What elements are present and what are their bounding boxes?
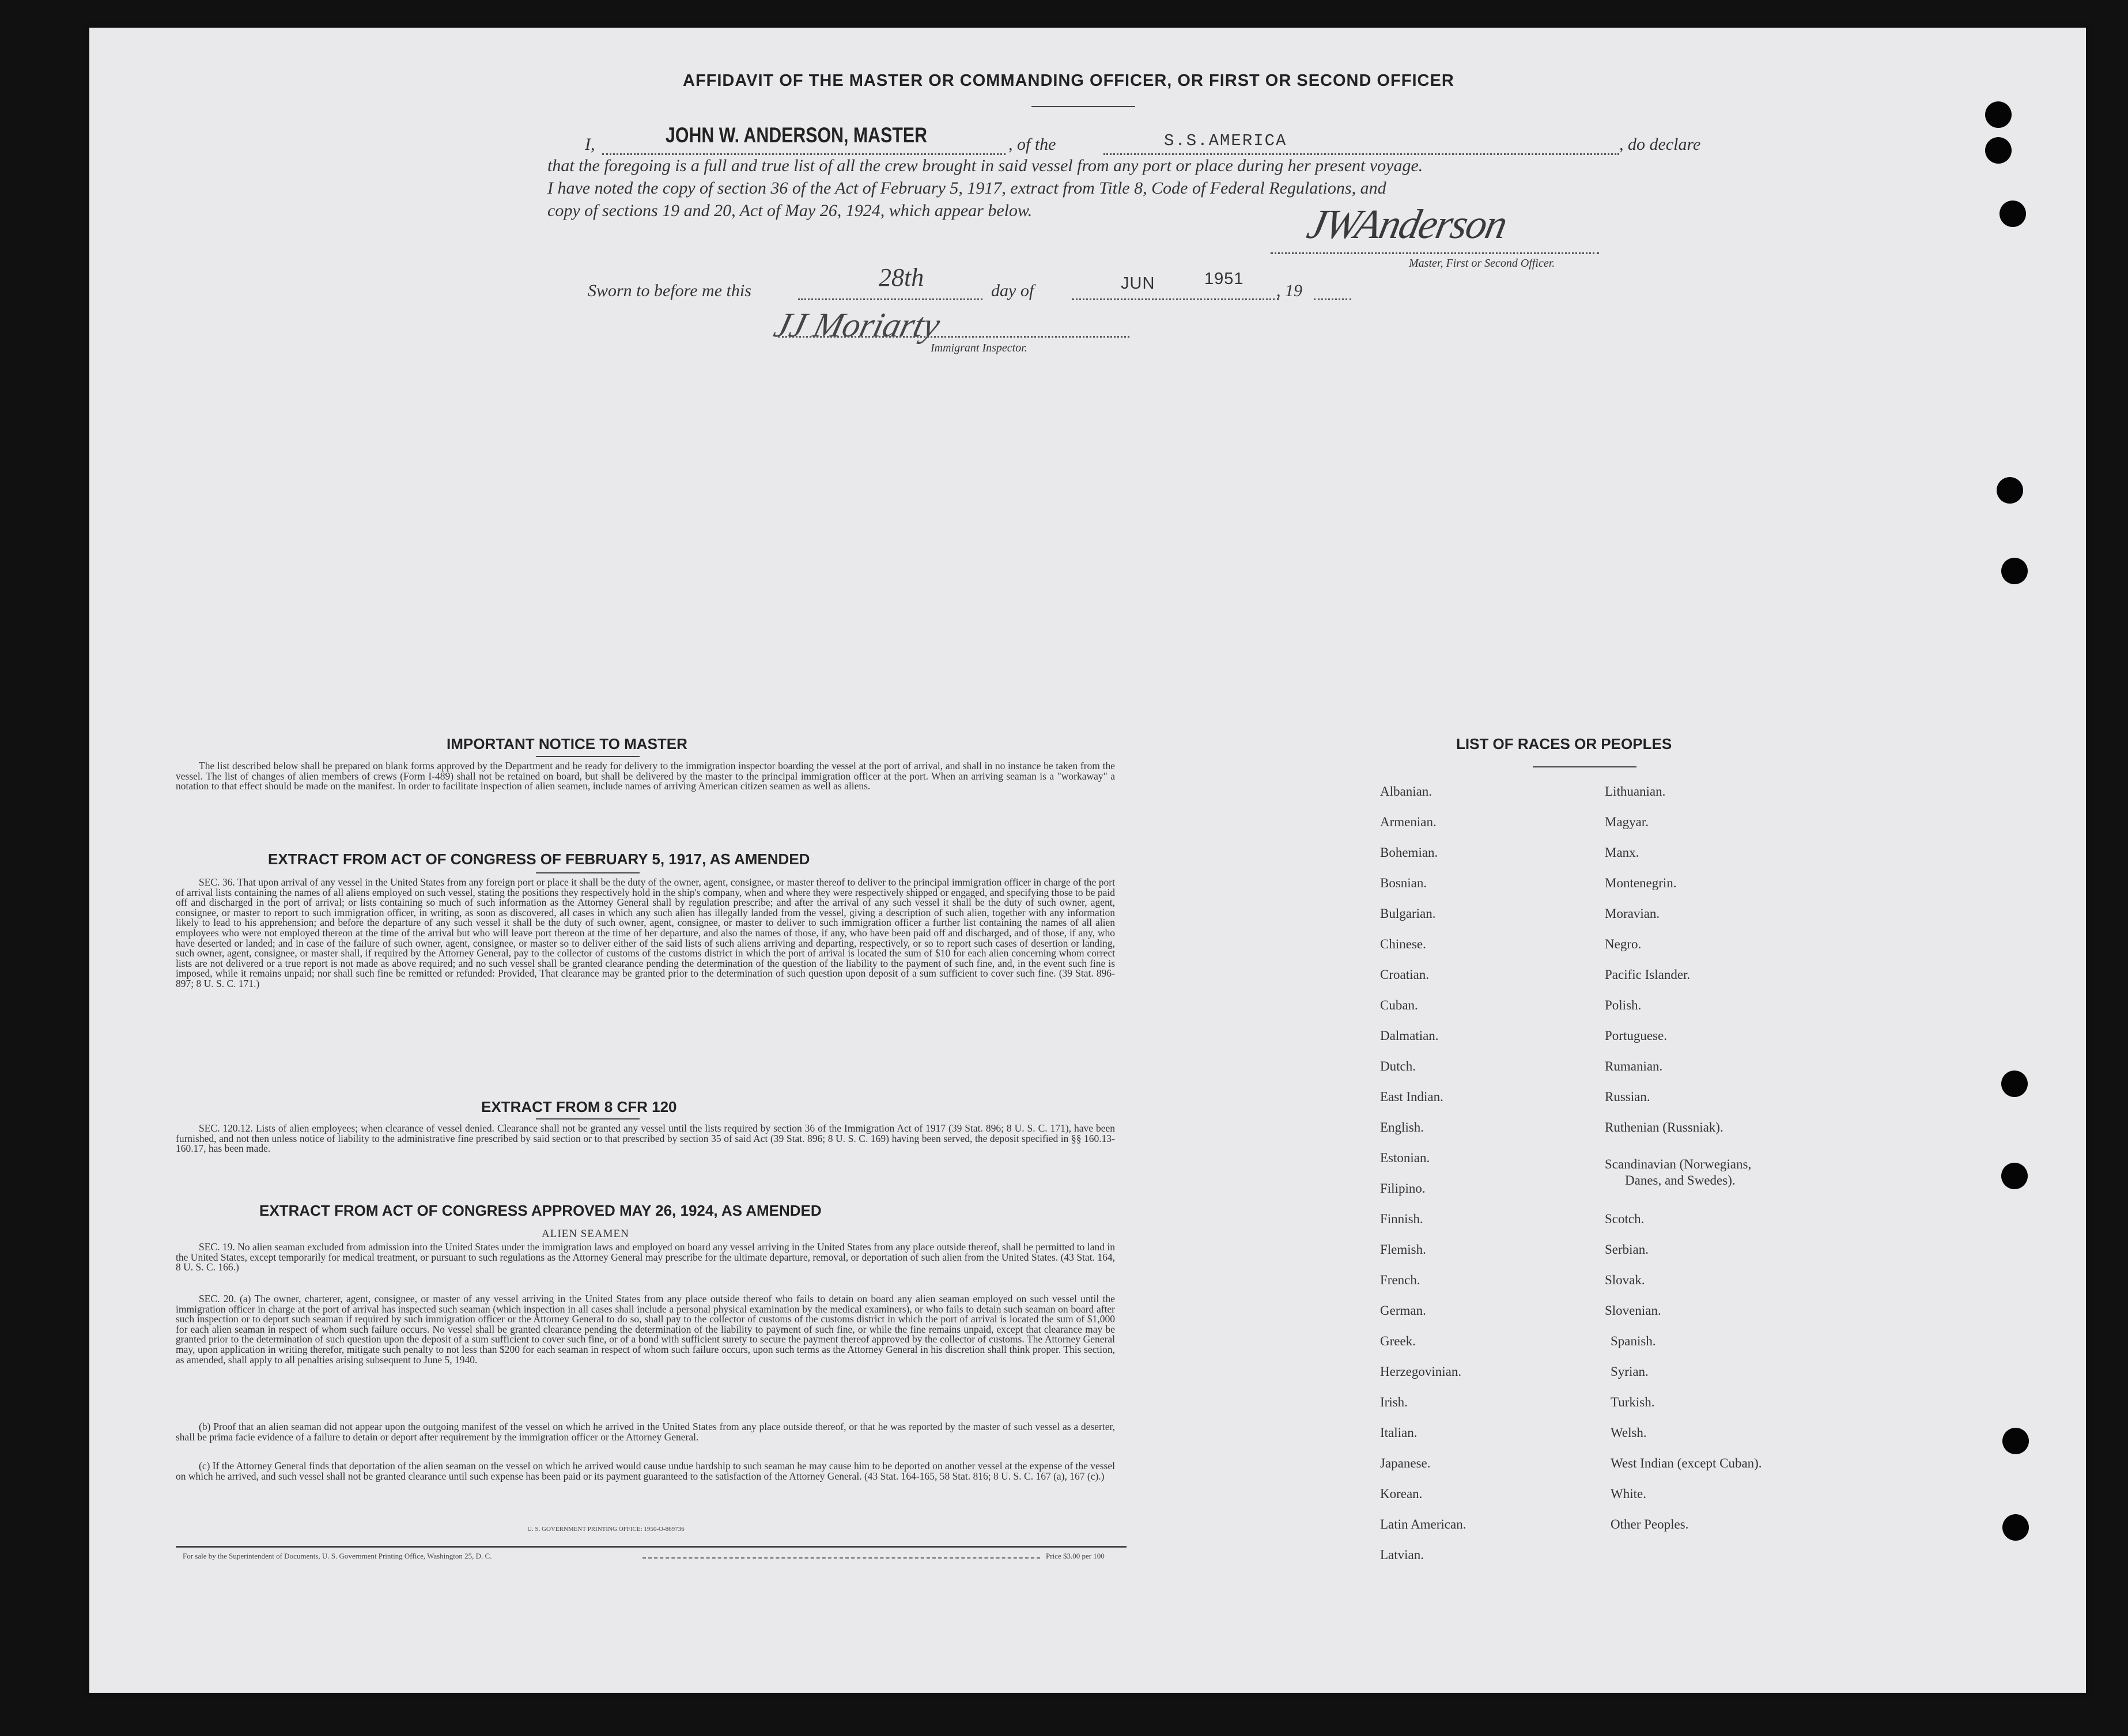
race-item: Flemish. xyxy=(1380,1242,1426,1257)
inspector-caption: Immigrant Inspector. xyxy=(931,342,1027,354)
race-item: Other Peoples. xyxy=(1611,1517,1689,1531)
race-item: Herzegovinian. xyxy=(1380,1364,1462,1379)
punch-hole xyxy=(1997,477,2023,504)
race-item: Serbian. xyxy=(1605,1242,1649,1257)
alien-seamen-subtitle: ALIEN SEAMEN xyxy=(542,1228,629,1240)
race-item: Magyar. xyxy=(1605,815,1649,829)
race-item: Armenian. xyxy=(1380,815,1437,829)
affidavit-line-2: that the foregoing is a full and true list of all the crew brought in said vessel from any port or place during her present voyage. xyxy=(547,156,1423,175)
year-stamp: 1951 xyxy=(1204,270,1244,288)
inspector-signature: JJ Moriarty xyxy=(770,306,944,344)
extract-cfr-title: EXTRACT FROM 8 CFR 120 xyxy=(481,1098,677,1115)
race-item: French. xyxy=(1380,1273,1420,1287)
extract-cfr-text: SEC. 120.12. Lists of alien employees; when clearance of vessel denied. Clearance shall not be granted any vessel until the lists required by section 36 of the Immigration Act of 1917 (39 Stat. 896; 8 U. S. C. 171), have been furnished, and not then unless notice of liability to the administrative fine prescribed by said section or to that prescribed by section 35 of said Act (39 Stat. 896; 8 U. S. C. 169) having been served, the deposit specified in §§ 160.13-160.17, has been made. xyxy=(176,1122,1115,1155)
race-item: Scotch. xyxy=(1605,1212,1645,1226)
race-item: Cuban. xyxy=(1380,998,1418,1012)
punch-hole xyxy=(2001,558,2028,584)
race-item: White. xyxy=(1611,1487,1646,1501)
race-item: Filipino. xyxy=(1380,1181,1426,1196)
race-item: East Indian. xyxy=(1380,1090,1443,1104)
extract-1917-text: SEC. 36. That upon arrival of any vessel in the United States from any foreign port or place it shall be the duty of the owner, agent, consignee, or master thereof to deliver to the principal immigration officer in charge of the port of arrival lists containing the names of all aliens employed on such vessel, stating the positions they respectively hold in the ship's company, when and where they were respectively shipped or engaged, and specifying those to be paid off and discharged in the port of arrival; or lists containing so much of such information as the Attorney General shall by regulation prescribe; and after the arrival of any such vessel it shall be the duty of such owner, agent, consignee, or master to report to such immigration officer, in writing, as soon as discovered, all cases in which any such alien has illegally landed from the vessel, giving a description of such alien, together with any information likely to lead to his apprehension; and before the departure of any such vessel it shall be the duty of such owner, agent, consignee, or master to deliver to such immigration officer a further list containing the names of all alien employees who were not employed thereon at the time of the arrival but who will leave port thereon at the time of her departure, and also the names of those, if any, who have been paid off and discharged, and of those, if any, who have deserted or landed; and in case of the failure of such owner, agent, consignee, or master so to deliver either of the said lists of such aliens arriving and departing, respectively, or so to report such cases of desertion or landing, such owner, agent, consignee, or master shall, if required by the Attorney General, pay to the collector of customs of the customs district in which the port of arrival is located the sum of $10 for each alien concerning whom correct lists are not delivered or a true report is not made as above required; and no such vessel shall be granted clearance pending the determination of the question of the liability to the payment of such fine, and, in the event such fine is imposed, while it remains unpaid; nor shall such fine be remitted or refunded: Provided, That clearance may be granted prior to the determination of such question upon deposit of a sum sufficient to cover such fine. (39 Stat. 896-897; 8 U. S. C. 171.) xyxy=(176,876,1115,989)
race-item: Rumanian. xyxy=(1605,1059,1663,1073)
race-item: Latvian. xyxy=(1380,1548,1424,1562)
do-declare-label: , do declare xyxy=(1619,135,1701,154)
name-line xyxy=(602,153,1006,155)
sale-note: For sale by the Superintendent of Documents, U. S. Government Printing Office, Washington 25, D. C. xyxy=(183,1552,492,1560)
race-item: Japanese. xyxy=(1380,1456,1431,1470)
punch-hole xyxy=(1985,137,2012,164)
race-item: Polish. xyxy=(1605,998,1642,1012)
month-line xyxy=(1072,298,1279,300)
year-suffix: , 19 xyxy=(1276,281,1302,300)
sale-leader xyxy=(642,1557,1040,1559)
price-note: Price $3.00 per 100 xyxy=(1046,1552,1105,1560)
race-item: Irish. xyxy=(1380,1395,1408,1409)
race-item: Montenegrin. xyxy=(1605,876,1677,890)
race-item: Albanian. xyxy=(1380,784,1432,799)
month-value: JUN xyxy=(1121,274,1155,293)
extract-1917-title: EXTRACT FROM ACT OF CONGRESS OF FEBRUARY 5, 1917, AS AMENDED xyxy=(268,850,810,868)
race-item: Portuguese. xyxy=(1605,1028,1667,1043)
day-value: 28th xyxy=(879,263,924,292)
race-item: Bosnian. xyxy=(1380,876,1427,890)
i-label: I, xyxy=(585,135,595,154)
year-line xyxy=(1314,298,1351,300)
races-title: LIST OF RACES OR PEOPLES xyxy=(1456,735,1672,752)
gpo-imprint: U. S. GOVERNMENT PRINTING OFFICE: 1950-O-869736 xyxy=(527,1526,685,1533)
race-item: Syrian. xyxy=(1611,1364,1649,1379)
race-item: Danes, and Swedes). xyxy=(1625,1173,1736,1187)
punch-hole xyxy=(2000,201,2026,227)
race-item: Turkish. xyxy=(1611,1395,1655,1409)
title-rule xyxy=(1031,106,1135,107)
race-item: Italian. xyxy=(1380,1425,1418,1440)
race-item: Manx. xyxy=(1605,845,1639,860)
vessel-line xyxy=(1103,153,1619,155)
race-item: Russian. xyxy=(1605,1090,1650,1104)
race-item: Spanish. xyxy=(1611,1334,1656,1348)
race-item: English. xyxy=(1380,1120,1424,1134)
race-item: Dutch. xyxy=(1380,1059,1416,1073)
race-item: Bulgarian. xyxy=(1380,906,1436,921)
race-item: Welsh. xyxy=(1611,1425,1647,1440)
race-item: Ruthenian (Russniak). xyxy=(1605,1120,1723,1134)
of-the-label: , of the xyxy=(1008,135,1056,154)
race-item: Bohemian. xyxy=(1380,845,1438,860)
affidavit-line-4: copy of sections 19 and 20, Act of May 26, 1924, which appear below. xyxy=(547,201,1033,220)
extract-1917-rule xyxy=(536,872,640,873)
master-signature: JWAnderson xyxy=(1303,201,1511,247)
race-item: Latin American. xyxy=(1380,1517,1466,1531)
race-item: Lithuanian. xyxy=(1605,784,1666,799)
race-item: Estonian. xyxy=(1380,1151,1430,1165)
race-item: Moravian. xyxy=(1605,906,1660,921)
vessel-name: S.S.AMERICA xyxy=(1164,131,1287,150)
sec19-text: SEC. 19. No alien seaman excluded from admission into the United States under the immigration laws and employed on board any vessel arriving in the United States from any place outside thereof, shall be permitted to land in the United States, except temporarily for medical treatment, or pursuant to such regulations as the Attorney General may prescribe for the ultimate departure, removal, or deportation of such alien from the United States. (43 Stat. 164, 8 U. S. C. 166.) xyxy=(176,1241,1115,1273)
notice-rule xyxy=(536,756,640,757)
race-item: Chinese. xyxy=(1380,937,1426,951)
race-item: Croatian. xyxy=(1380,967,1429,982)
punch-hole xyxy=(2001,1071,2028,1097)
affidavit-line-3: I have noted the copy of section 36 of the Act of February 5, 1917, extract from Title 8, Code of Federal Regulations, and xyxy=(547,179,1386,198)
master-name: JOHN W. ANDERSON, MASTER xyxy=(666,123,928,147)
extract-cfr-rule xyxy=(536,1118,640,1119)
inspector-line xyxy=(778,336,1129,338)
sec20c-text: (c) If the Attorney General finds that deportation of the alien seaman on the vessel on which he arrived would cause undue hardship to such seaman he may cause him to be deported on another vessel at the expense of the vessel on which he arrived, and such vessel shall not be granted clearance until such expense has been paid or its payment guaranteed to the satisfaction of the Attorney General. (43 Stat. 164-165, 58 Stat. 816; 8 U. S. C. 167 (a), 167 (c).) xyxy=(176,1460,1115,1482)
punch-hole xyxy=(2002,1514,2029,1541)
races-rule xyxy=(1533,766,1636,767)
race-item: Slovenian. xyxy=(1605,1303,1661,1318)
race-item: Korean. xyxy=(1380,1487,1423,1501)
day-of-label: day of xyxy=(991,281,1034,300)
sworn-label: Sworn to before me this xyxy=(588,281,751,300)
notice-text: The list described below shall be prepared on blank forms approved by the Department and be ready for delivery to the immigration inspector boarding the vessel at the port of arrival, and shall in no instance be taken from the vessel. The list of changes of alien members of crews (Form I-489) shall not be retained on board, but shall be delivered by the master to the principal immigration officer at the port. When an arriving seaman is a "workaway" a notation to that effect should be made on the manifest. In order to facilitate inspection of alien seamen, include names of arriving American citizen seamen as well as aliens. xyxy=(176,760,1115,792)
notice-title: IMPORTANT NOTICE TO MASTER xyxy=(447,735,687,752)
race-item: Scandinavian (Norwegians, xyxy=(1605,1157,1752,1171)
race-item: West Indian (except Cuban). xyxy=(1611,1456,1762,1470)
sec20a-text: SEC. 20. (a) The owner, charterer, agent, consignee, or master of any vessel arriving in the United States from any place outside thereof who fails to detain on board any alien seaman employed on such vessel until the immigration officer in charge at the port of arrival has inspected such seaman (which inspection in all cases shall include a personal physical examination by the medical examiners), or who fails to detain such seaman on board after such inspection or to deport such seaman if required by such immigration officer or the Attorney General to do so, shall pay to the collector of customs of the customs district in which the port of arrival is located the sum of $1,000 for each alien seaman in respect of whom such failure occurs. No vessel shall be granted clearance pending the determination of the liability to payment of such fine, or while the fine remains unpaid, except that clearance may be granted prior to the determination of such question upon the deposit of a sum sufficient to cover such fine, or of a bond with sufficient surety to secure the payment thereof approved by the collector of customs. The Attorney General may, upon application in writing therefor, mitigate such penalty to not less than $200 for each seaman in respect of whom such failure occurs, upon such terms as the Attorney General in his discretion shall think proper. This section, as amended, shall apply to all penalties arising subsequent to June 5, 1940. xyxy=(176,1293,1115,1366)
punch-hole xyxy=(1985,101,2012,128)
race-item: Negro. xyxy=(1605,937,1642,951)
punch-hole xyxy=(2002,1428,2029,1454)
punch-hole xyxy=(2001,1163,2028,1189)
race-item: Slovak. xyxy=(1605,1273,1645,1287)
affidavit-title: AFFIDAVIT OF THE MASTER OR COMMANDING OFFICER, OR FIRST OR SECOND OFFICER xyxy=(683,71,1454,90)
document-page xyxy=(89,28,2086,1693)
race-item: Finnish. xyxy=(1380,1212,1423,1226)
master-caption: Master, First or Second Officer. xyxy=(1409,257,1555,270)
sec20b-text: (b) Proof that an alien seaman did not appear upon the outgoing manifest of the vessel on which he arrived in the United States from any place outside thereof, or that he was reported by the master of such vessel as a deserter, shall be prima facie evidence of a failure to detain or deport after requirement by the immigration officer or the Attorney General. xyxy=(176,1421,1115,1443)
race-item: German. xyxy=(1380,1303,1426,1318)
signature-line xyxy=(1271,252,1599,254)
footer-rule xyxy=(176,1546,1127,1548)
race-item: Greek. xyxy=(1380,1334,1416,1348)
day-line xyxy=(798,298,982,300)
race-item: Dalmatian. xyxy=(1380,1028,1439,1043)
race-item: Pacific Islander. xyxy=(1605,967,1691,982)
extract-1924-title: EXTRACT FROM ACT OF CONGRESS APPROVED MAY 26, 1924, AS AMENDED xyxy=(259,1202,822,1219)
